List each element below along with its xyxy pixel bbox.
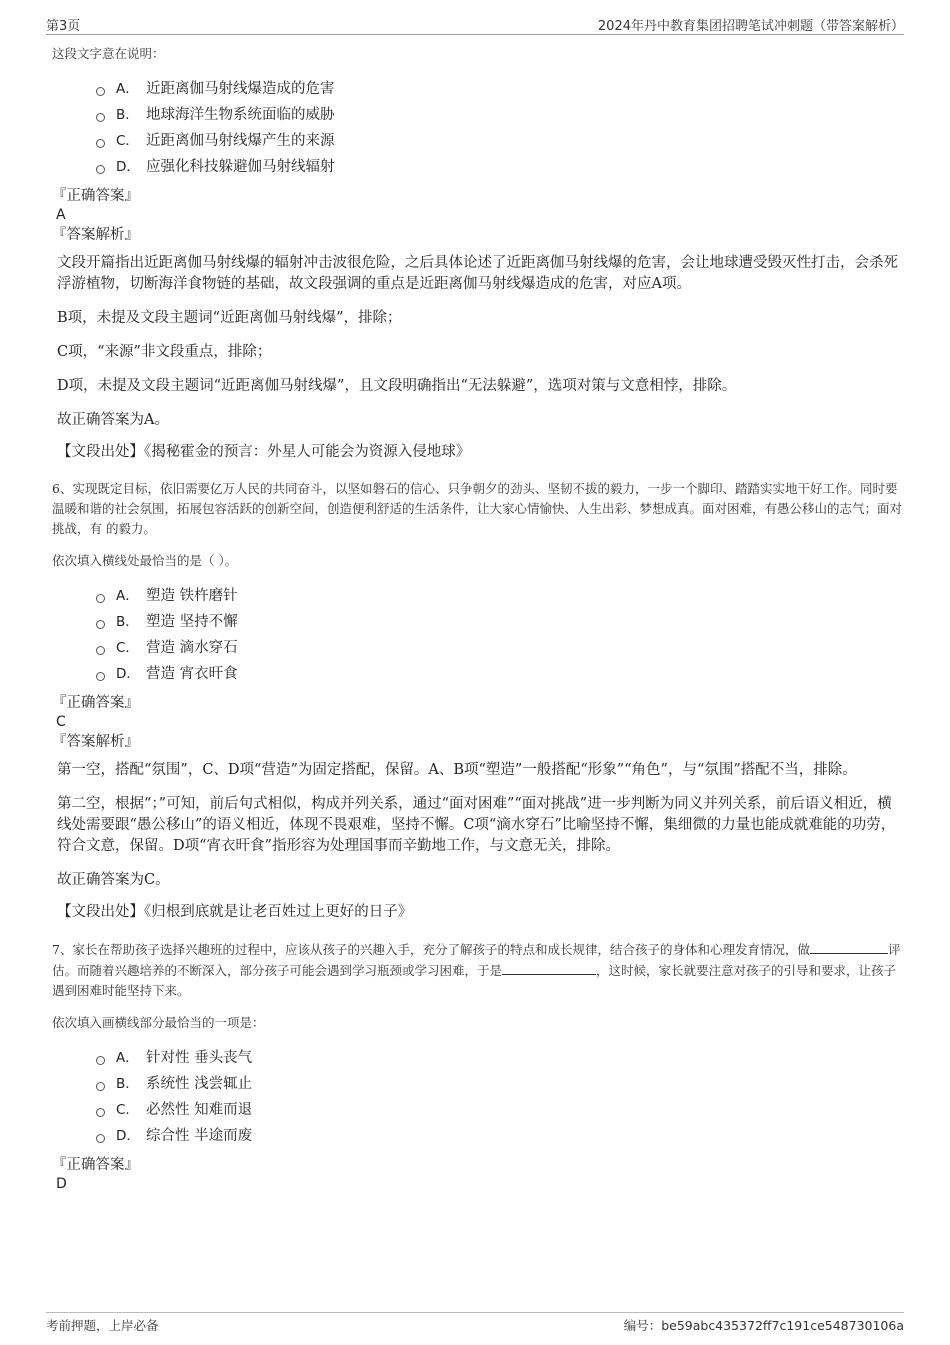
q6-source: 【文段出处】《归根到底就是让老百姓过上更好的日子》 [57,904,413,920]
radio-icon[interactable] [96,139,105,148]
q5-options [96,76,902,180]
q5-source: 【文段出处】《揭秘霍金的预言：外星人可能会为资源入侵地球》 [57,444,471,460]
fill-blank [502,960,596,975]
q5-option-a[interactable]: A． 近距离伽马射线爆造成的危害 [96,76,902,102]
q6-answer-label: 『正确答案』 [52,695,139,711]
q7-option-c[interactable]: C． 必然性 知难而退 [96,1097,902,1123]
radio-icon[interactable] [96,165,105,174]
q6-prompt: 依次填入横线处最恰当的是（ ）。 [52,553,238,568]
q7-answer: D [56,1176,67,1192]
q6-stem: 6、实现既定目标，依旧需要亿万人民的共同奋斗，以坚如磐石的信心、只争朝夕的劲头、坚韧不拔的毅力，一步一个脚印、踏踏实实地干好工作。同时要 温暖和谐的社会氛围，拓展包容活跃的创新空间，创造便利舒适的生活条件，让大家心情愉快、人生出彩、梦想成真。面对困难，有愚公移山的志气；面对挑战，有 的毅力。 [52,481,903,536]
q6-options [96,583,902,687]
radio-icon[interactable] [96,594,105,603]
q5-option-d[interactable]: D． 应强化科技躲避伽马射线辐射 [96,154,902,180]
q6-option-a[interactable]: A． 塑造 铁杵磨针 [96,583,902,609]
q7-option-a[interactable]: A． 针对性 垂头丧气 [96,1045,902,1071]
q7-option-d[interactable]: D． 综合性 半途而废 [96,1123,902,1149]
q7-prompt: 依次填入画横线部分最恰当的一项是： [52,1015,265,1030]
q5-answer-label: 『正确答案』 [52,188,139,204]
radio-icon[interactable] [96,672,105,681]
q5-option-b[interactable]: B． 地球海洋生物系统面临的威胁 [96,102,902,128]
fill-blank [810,939,888,954]
radio-icon[interactable] [96,646,105,655]
footer-slogan: 考前押题，上岸必备 [46,1318,159,1333]
q5-analysis-para: C项，“来源”非文段重点，排除； [57,344,272,360]
q5-option-c[interactable]: C． 近距离伽马射线爆产生的来源 [96,128,902,154]
q7-options [96,1045,902,1149]
q5-analysis-para: D项，未提及文段主题词“近距离伽马射线爆”，且文段明确指出“无法躲避”，选项对策与文意相悖，排除。 [57,378,737,394]
page-content [52,44,902,1194]
q6-analysis-para: 第二空，根据“；”可知，前后句式相似，构成并列关系，通过“面对困难”“面对挑战”进一步判断为同义并列关系，前后语义相近，横线处需要跟“愚公移山”的语义相近，体现不畏艰难，坚持不懈。C项“滴水穿石”比喻坚持不懈，集细微的力量也能成就难能的功劳，符合文意，保留。D项“宵衣旰食”指形容为处理国事而辛勤地工作，与文意无关，排除。 [57,796,896,854]
q5-analysis-label: 『答案解析』 [52,227,139,243]
q6-answer: C [56,714,66,730]
radio-icon[interactable] [96,1134,105,1143]
radio-icon[interactable] [96,1082,105,1091]
page-footer [46,1312,904,1335]
radio-icon[interactable] [96,87,105,96]
q6-option-c[interactable]: C． 营造 滴水穿石 [96,635,902,661]
page-header [46,14,904,35]
q6-analysis-label: 『答案解析』 [52,734,139,750]
radio-icon[interactable] [96,1108,105,1117]
q7-stem: 7、家长在帮助孩子选择兴趣班的过程中，应该从孩子的兴趣入手，充分了解孩子的特点和成长规律，结合孩子的身体和心理发育情况，做 评估。而随着兴趣培养的不断深入，部分孩子可能会遇到学习瓶颈或学习困难，于是 ，这时候，家长就要注意对孩子的引导和要求，让孩子遇到困难时能坚持下来。 [52,939,902,1001]
q7-answer-label: 『正确答案』 [52,1157,139,1173]
page-number: 第3页 [46,19,81,34]
q6-option-d[interactable]: D． 营造 宵衣旰食 [96,661,902,687]
q5-analysis-para: B项，未提及文段主题词“近距离伽马射线爆”，排除； [57,310,402,326]
radio-icon[interactable] [96,1056,105,1065]
radio-icon[interactable] [96,620,105,629]
radio-icon[interactable] [96,113,105,122]
document-id: 编号：be59abc435372ff7c191ce548730106a [623,1318,904,1333]
q5-analysis-para: 故正确答案为A。 [57,412,169,428]
q7-option-b[interactable]: B． 系统性 浅尝辄止 [96,1071,902,1097]
document-title: 2024年丹中教育集团招聘笔试冲刺题（带答案解析） [597,19,904,34]
q6-analysis-para: 第一空，搭配“氛围”，C、D项“营造”为固定搭配，保留。A、B项“塑造”一般搭配“形象”“角色”，与“氛围”搭配不当，排除。 [57,762,857,778]
q5-intro: 这段文字意在说明： [52,46,165,61]
q5-analysis-para: 文段开篇指出近距离伽马射线爆的辐射冲击波很危险，之后具体论述了近距离伽马射线爆的危害，会让地球遭受毁灭性打击，会杀死浮游植物，切断海洋食物链的基础，故文段强调的重点是近距离伽马射线爆造成的危害，对应A项。 [57,255,898,292]
q5-answer: A [56,207,66,223]
q6-option-b[interactable]: B． 塑造 坚持不懈 [96,609,902,635]
q6-analysis-para: 故正确答案为C。 [57,872,170,888]
